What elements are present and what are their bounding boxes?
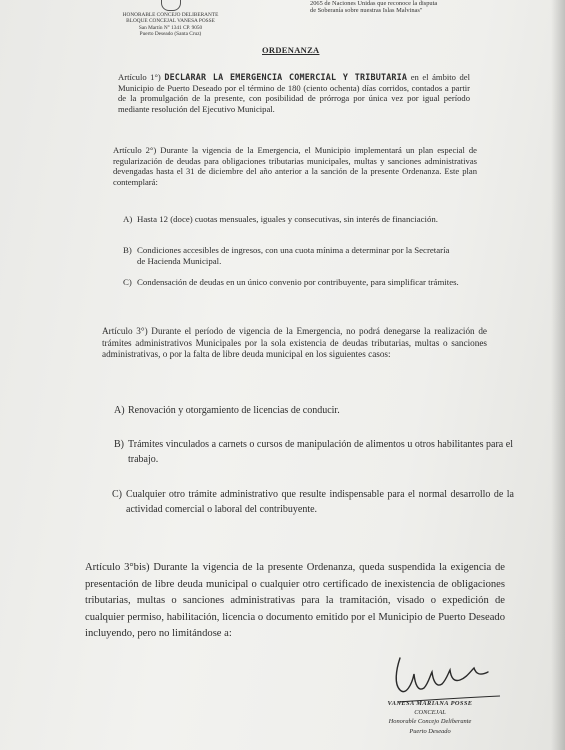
article-1-declaration: DECLARAR LA EMERGENCIA COMERCIAL Y TRIBUTARIA [164,72,408,82]
item-label: C) [123,277,132,287]
item-label: A) [114,405,125,416]
letterhead-quote-line: de Soberanía sobre nuestras Islas Malvinas" [310,7,423,15]
article-3-bis: Artículo 3°bis) Durante la vigencia de la presente Ordenanza, queda suspendida la exigencia de presentación de libre deuda municipal o cualquier otro certificado de inexistencia de obligaciones tributarias, multas o sanciones administrativas para la tramitación, visado o expedición de cualquier permiso, habilitación, licencia o documento emitido por el Municipio de Puerto Deseado incluyendo, pero no limitándose a: [85,562,505,640]
article-3-item-c [112,487,514,517]
article-3-item-b [114,437,513,467]
article-1-text: en el ámbito del Municipio de Puerto Deseado por el término de 180 (ciento ochenta) días corridos, contados a partir de la promulgación de la presente, con posibilidad de prórroga por única vez por igual período mediante resolución del Ejecutivo Municipal. [118,72,471,114]
article-2: Artículo 2°) Durante la vigencia de la Emergencia, el Municipio implementará un plan especial de regularización de deudas para obligaciones tributarias municipales, multas y sanciones administrativas devengadas hasta el 31 de diciembre del año anterior a la sanción de la presente Ordenanza. Este plan contemplará: [113,145,477,187]
letterhead-right [310,0,520,14]
article-2-item-a [123,214,477,225]
signatory-city: Puerto Deseado [409,727,451,735]
article-3: Artículo 3°) Durante el período de vigencia de la Emergencia, no podrá denegarse la realización de trámites administrativos Municipales por la sola existencia de deudas tributarias, multas o sanciones administrativas, o por la falta de libre deuda municipal en los siguientes casos: [102,326,487,360]
article-3-item-a [114,403,458,418]
item-label: A) [123,214,133,224]
article-1 [118,72,470,114]
signatory-name: VANESA MARIANA POSSE [387,700,473,707]
article-2-item-b [123,245,457,267]
item-label: B) [114,439,124,450]
document-title: ORDENANZA [262,45,320,55]
article-1-lead: Artículo 1°) [118,72,161,82]
item-text: Hasta 12 (doce) cuotas mensuales, iguales y consecutivas, sin interés de financiación. [137,214,438,224]
item-label: B) [123,245,132,255]
letterhead-line: San Martín N° 1341 CP. 9050 [138,24,203,31]
letterhead-line: Puerto Deseado (Santa Cruz) [139,30,202,37]
signature-block [355,699,505,736]
signatory-role: CONCEJAL [414,709,446,717]
crest-icon [161,0,181,11]
letterhead-line: BLOQUE CONCEJAL VANESA POSSE [126,18,215,25]
item-text: Trámites vinculados a carnets o cursos de manipulación de alimentos u otros habilitantes para el trabajo. [128,439,513,465]
article-2-item-c [123,277,477,288]
letterhead-quote-line: 2065 de Naciones Unidas que reconoce la disputa [310,0,438,7]
item-text: Renovación y otorgamiento de licencias de conducir. [128,405,340,416]
item-text: Cualquier otro trámite administrativo que resulte indispensable para el normal desarrollo de la actividad comercial o laboral del contribuyente. [126,489,514,515]
letterhead-left [108,0,233,37]
item-text: Condensación de deudas en un único convenio por contribuyente, para simplificar trámites. [137,277,459,287]
page-edge-shadow [551,0,565,750]
signatory-institution: Honorable Concejo Deliberante [388,718,472,726]
item-text: Condiciones accesibles de ingresos, con una cuota mínima a determinar por la Secretaría de Hacienda Municipal. [137,245,450,266]
letterhead-line: HONORABLE CONCEJO DELIBERANTE [122,12,219,18]
item-label: C) [112,489,122,500]
